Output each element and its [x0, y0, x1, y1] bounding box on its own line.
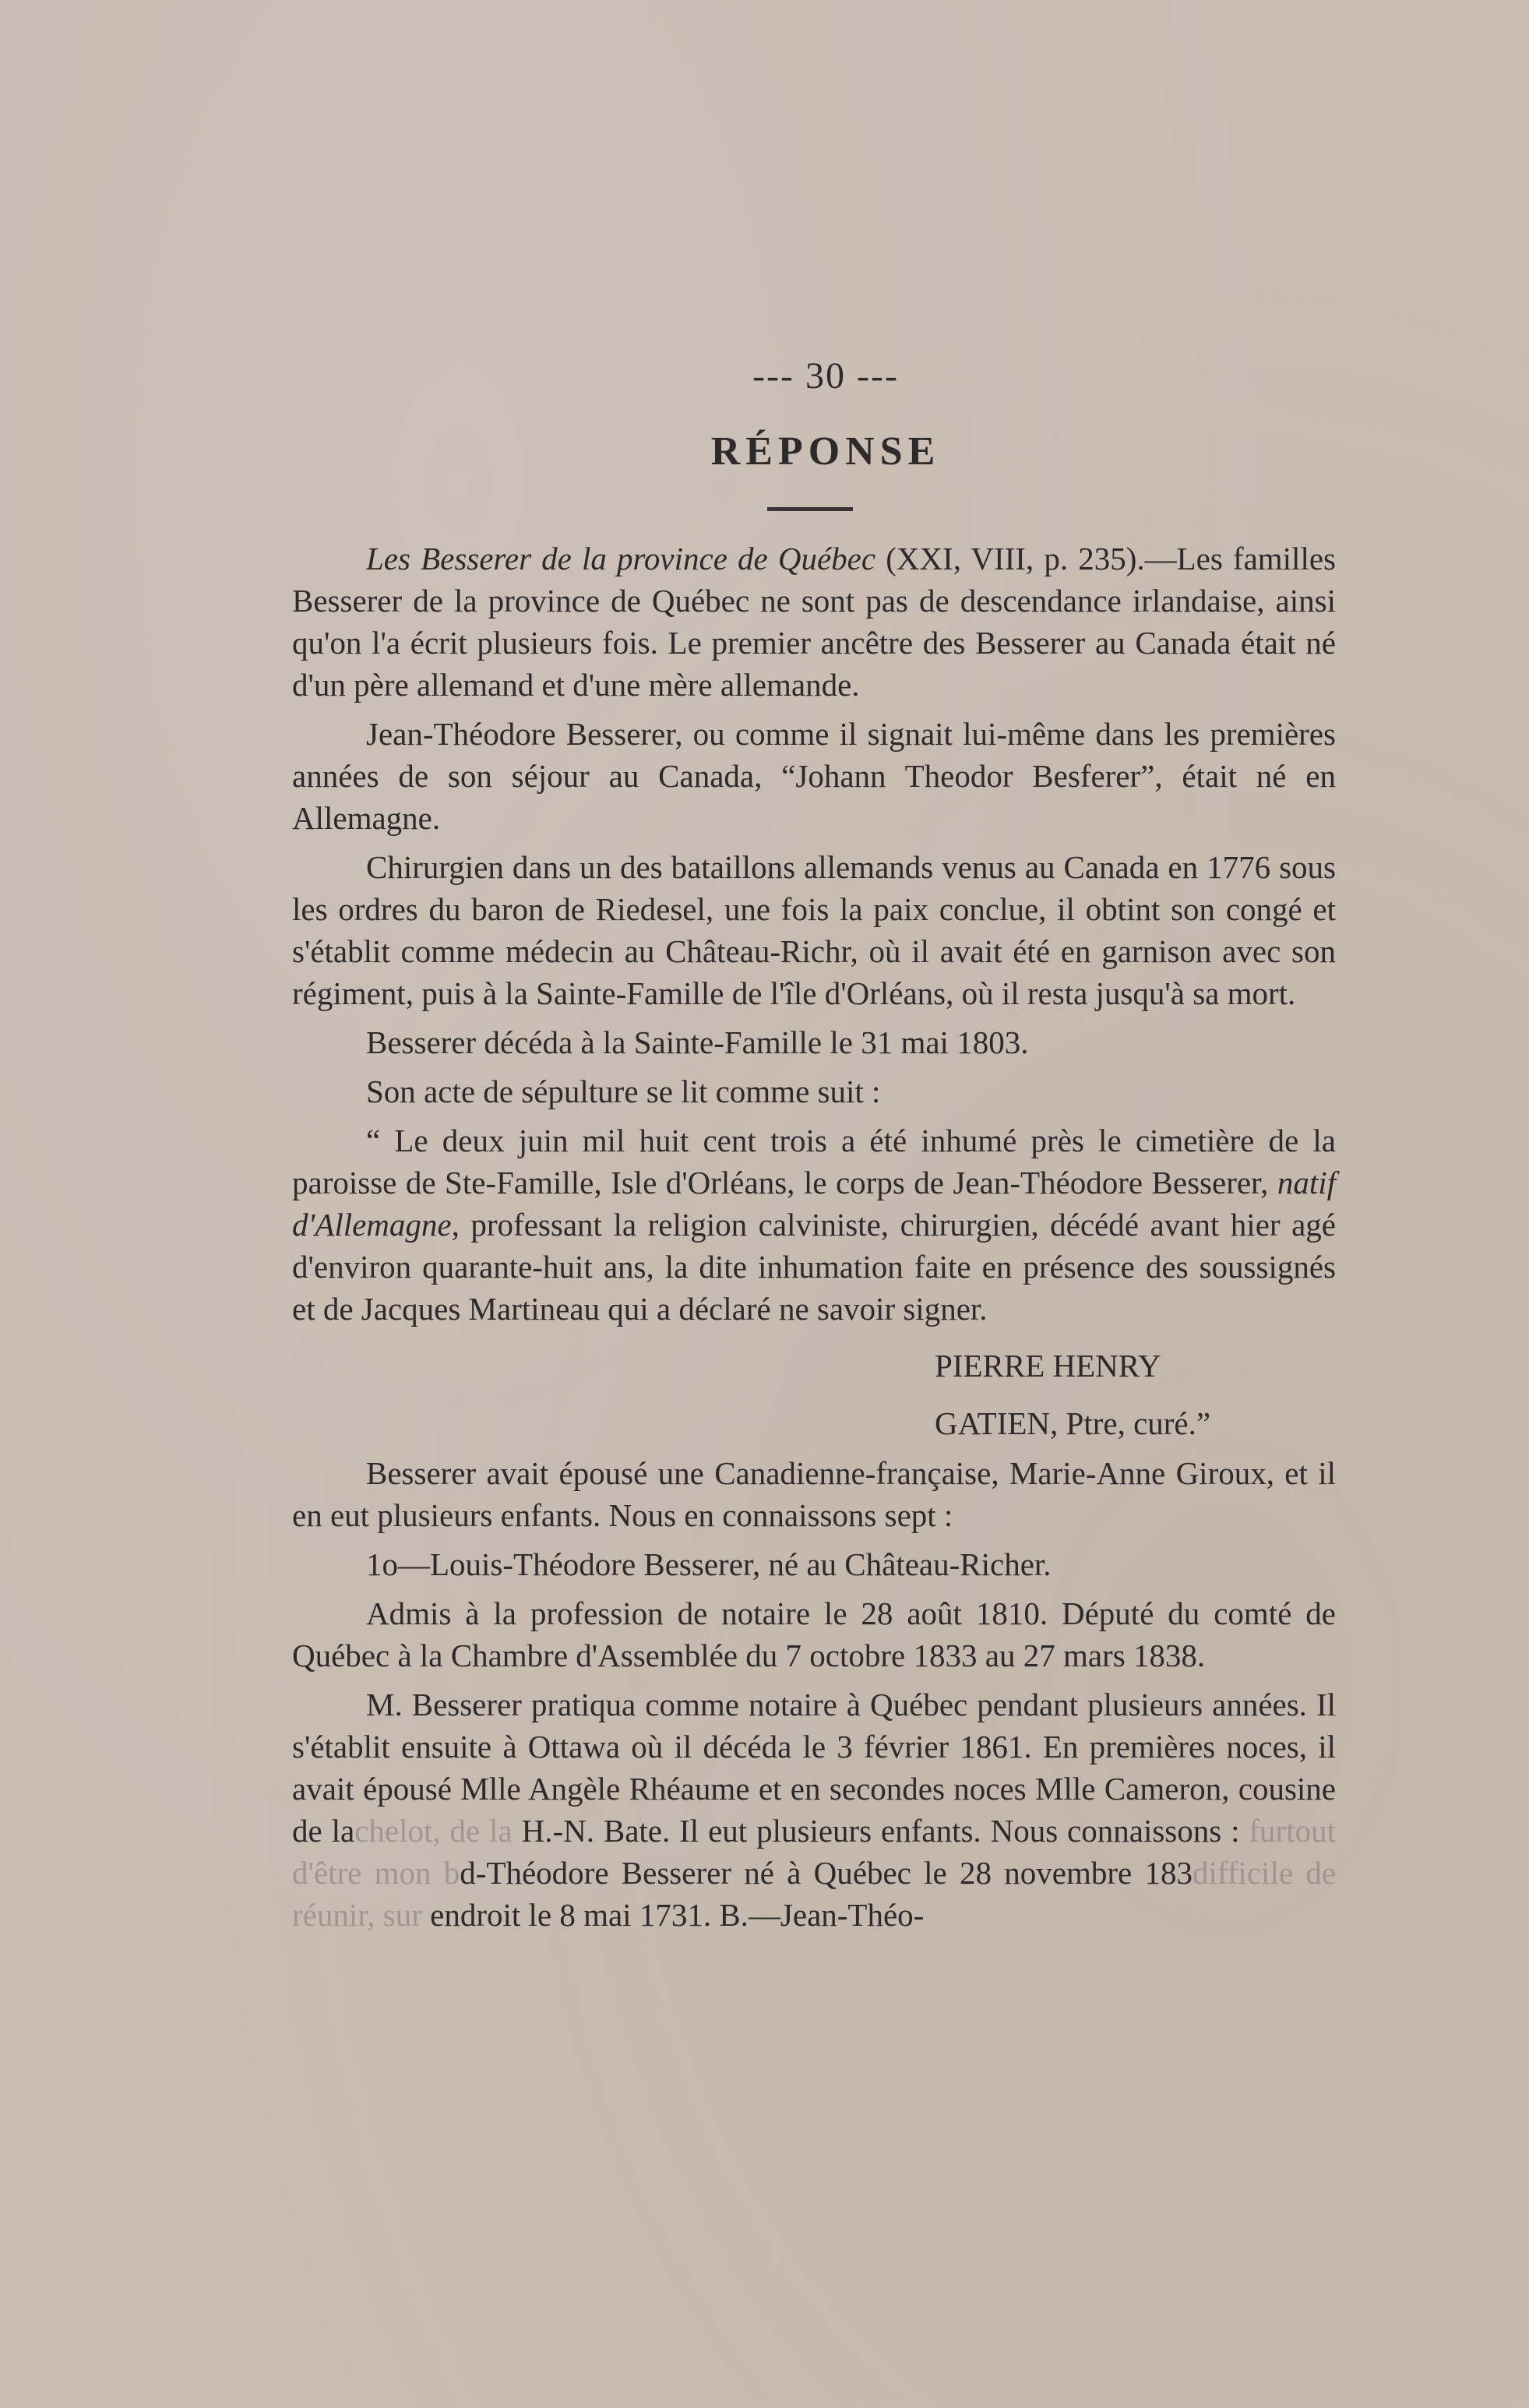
signature-line-1: PIERRE HENRY — [935, 1348, 1161, 1384]
body-text — [292, 538, 1336, 1943]
burial-record-text-2: , professant la religion calviniste, chirurgien, décédé avant hier agé d'environ quarante-huit ans, la dite inhumation faite en présence des soussignés et de Jacques Martineau qui a déclaré ne savoir signer. — [292, 1207, 1336, 1327]
paragraph-10-text-c: d-Théodore Besserer né à Québec le 28 novembre 183 — [460, 1855, 1193, 1891]
burial-record — [292, 1119, 1336, 1330]
paragraph-5: Son acte de sépulture se lit comme suit : — [366, 1074, 881, 1109]
paragraph-4: Besserer décéda à la Sainte-Famille le 31 mai 1803. — [366, 1024, 1029, 1060]
paragraph-8: 1o—Louis-Théodore Besserer, né au Château-Richer. — [366, 1546, 1052, 1582]
paragraph-9: Admis à la profession de notaire le 28 août 1810. Député du comté de Québec à la Chambre d'Assemblée du 7 octobre 1833 au 27 mars 1838. — [292, 1595, 1336, 1673]
paragraph-1-heading: Les Besserer de la province de Québec — [366, 541, 876, 576]
bleed-through-text-1: chelot, de la — [354, 1813, 513, 1849]
bleed-through-text-3: difficile de réunir, sur — [292, 1855, 1337, 1933]
burial-record-italic: natif d'Allemagne — [292, 1165, 1336, 1243]
paragraph-10-text-a: M. Besserer pratiqua comme notaire à Québec pendant plusieurs années. Il s'établit ensuite à Ottawa où il décéda le 3 février 1861. En premières noces, il avait épousé Mlle Angèle Rhéaume et en secondes noces Mlle Cameron, cousine de la — [292, 1687, 1336, 1849]
paragraph-10-text-d: endroit le 8 mai 1731. B.—Jean-Théo- — [421, 1897, 925, 1933]
paragraph-2: Jean-Théodore Besserer, ou comme il signait lui-même dans les premières années de son séjour au Canada, “Johann Theodor Besferer”, était né en Allemagne. — [292, 716, 1336, 836]
paragraph-1-text: (XXI, VIII, p. 235).—Les familles Besserer de la province de Québec ne sont pas de descendance irlandaise, ainsi qu'on l'a écrit plusieurs fois. Le premier ancêtre des Besserer au Canada était né d'un père allemand et d'une mère allemande. — [292, 541, 1336, 703]
paragraph-10 — [292, 1683, 1336, 1936]
bleed-through-text-2: furtout d'être mon b — [292, 1813, 1336, 1891]
page-title: RÉPONSE — [710, 429, 941, 474]
page-number: --- 30 --- — [752, 355, 899, 397]
title-rule — [767, 507, 853, 511]
paragraph-7: Besserer avait épousé une Canadienne-française, Marie-Anne Giroux, et il en eut plusieurs enfants. Nous en connaissons sept : — [292, 1455, 1336, 1533]
paragraph-10-text-b: H.-N. Bate. Il eut plusieurs enfants. Nous connaissons : — [512, 1813, 1240, 1849]
paragraph-3: Chirurgien dans un des bataillons allemands venus au Canada en 1776 sous les ordres du baron de Riedesel, une fois la paix conclue, il obtint son congé et s'établit comme médecin au Château-Richr, où il avait été en garnison avec son régiment, puis à la Sainte-Famille de l'île d'Orléans, où il resta jusqu'à sa mort. — [292, 849, 1336, 1011]
paragraph-1 — [292, 538, 1336, 706]
burial-record-text-1: “ Le deux juin mil huit cent trois a été inhumé près le cimetière de la paroisse de Ste-Famille, Isle d'Orléans, le corps de Jean-Théodore Besserer, — [292, 1123, 1336, 1200]
signature-line-2: GATIEN, Ptre, curé.” — [935, 1405, 1211, 1441]
